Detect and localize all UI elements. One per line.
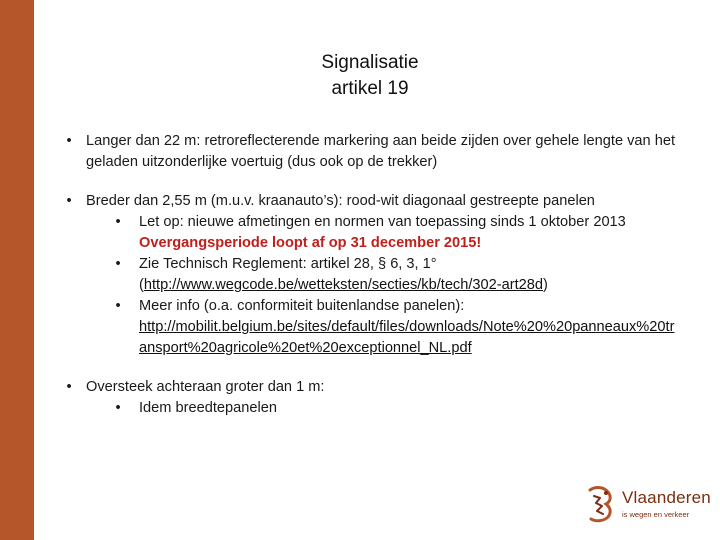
title-line-1: Signalisatie: [321, 52, 419, 73]
sub-bullet-text: Let op: nieuwe afmetingen en normen van toepassing sinds 1 oktober 2013: [139, 214, 626, 230]
sub-bullet-new-norms: [111, 212, 682, 254]
bullet-dot: •: [66, 133, 72, 149]
transition-period-warning: Overgangsperiode loopt af op 31 december 2015!: [139, 235, 482, 251]
title-line-2: artikel 19: [331, 78, 409, 99]
slide-title: [290, 50, 450, 102]
mobilit-link[interactable]: http://mobilit.belgium.be/sites/default/files/downloads/Note%20%20panneaux%20transport%20agricole%20et%20exceptionnel_NL.pdf: [139, 319, 675, 356]
bullet-text: Langer dan 22 m: retroreflecterende markering aan beide zijden over gehele lengte van het geladen uitzonderlijke voertuig (dus ook op de trekker): [86, 133, 675, 170]
sub-bullet-technical-regulation: [111, 254, 682, 296]
sub-bullet-dot: •: [115, 400, 121, 416]
bullet-text: Oversteek achteraan groter dan 1 m:: [86, 379, 325, 395]
bullet-text: Breder dan 2,55 m (m.u.v. kraanauto’s): rood-wit diagonaal gestreepte panelen: [86, 193, 595, 209]
sub-bullet-text: Idem breedtepanelen: [139, 400, 277, 416]
flemish-lion-icon: [582, 484, 618, 524]
sub-bullet-text: Meer info (o.a. conformiteit buitenlandse panelen):: [139, 298, 465, 314]
logo-tagline: is wegen en verkeer: [622, 510, 690, 519]
vlaanderen-logo: [582, 484, 711, 524]
bullet-dot: •: [66, 193, 72, 209]
sub-bullet-dot: •: [115, 298, 121, 314]
logo-name: Vlaanderen: [622, 488, 711, 507]
sub-bullet-text: Zie Technisch Reglement: artikel 28, § 6, 3, 1° (: [139, 256, 437, 293]
sub-bullet-dot: •: [115, 214, 121, 230]
bullet-overhang: [62, 377, 682, 419]
sub-bullet-more-info: [111, 296, 682, 359]
bullet-dot: •: [66, 379, 72, 395]
sub-bullet-width-panels: [111, 398, 682, 419]
bullet-width: [62, 191, 682, 359]
wegcode-link[interactable]: http://www.wegcode.be/wetteksten/secties/kb/tech/302-art28d: [143, 277, 543, 293]
bullet-list: [62, 131, 682, 419]
sub-bullet-dot: •: [115, 256, 121, 272]
bullet-length: [62, 131, 682, 173]
sub-bullet-text-close: ): [543, 277, 548, 293]
side-accent-bar: [0, 0, 34, 540]
